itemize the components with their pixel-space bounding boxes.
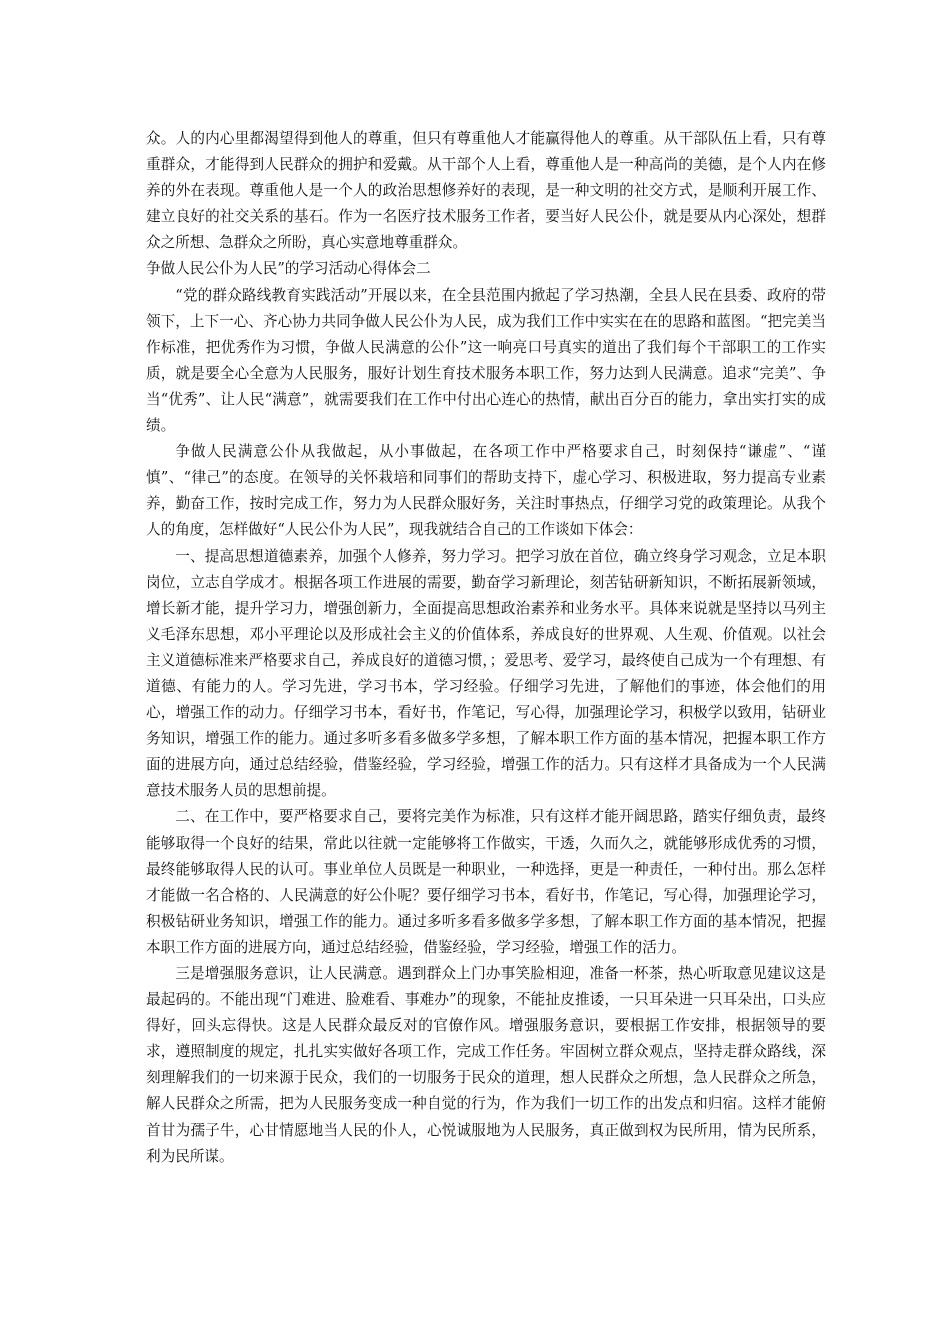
paragraph-point-one: 一、提高思想道德素养，加强个人修养，努力学习。把学习放在首位，确立终身学习观念，立足本职岗位，立志自学成才。根据各项工作进展的需要，勤奋学习新理论，刻苦钻研新知识，不断拓展新领域，增长新才能，提升学习力，增强创新力，全面提高思想政治素养和业务水平。具体来说就是坚持以马列主义毛泽东思想，邓小平理论以及形成社会主义的价值体系，养成良好的世界观、人生观、价值观。以社会主义道德标准来严格要求自己，养成良好的道德习惯，；爱思考、爱学习，最终使自己成为一个有理想、有道德、有能力的人。学习先进，学习书本，学习经验。仔细学习先进，了解他们的事迹，体会他们的用心，增强工作的动力。仔细学习书本，看好书，作笔记，写心得，加强理论学习，积极学以致用，钻研业务知识，增强工作的能力。通过多听多看多做多学多想，了解本职工作方面的基本情况，把握本职工作方面的进展方向，通过总结经验，借鉴经验，学习经验，增强工作的活力。只有这样才具备成为一个人民满意技术服务人员的思想前提。 (146, 547, 826, 800)
section-heading: 争做人民公仆为人民”的学习活动心得体会二 (146, 260, 431, 278)
paragraph-point-two: 二、在工作中，要严格要求自己，要将完美作为标准，只有这样才能开阔思路，踏实仔细负责，最终能够取得一个良好的结果，常此以往就一定能够将工作做实，干透，久而久之，就能够形成优秀的习惯，最终能够取得人民的认可。事业单位人员既是一种职业，一种选择，更是一种责任，一种付出。那么怎样才能做一名合格的、人民满意的好公仆呢？要仔细学习书本，看好书，作笔记，写心得，加强理论学习，积极钻研业务知识，增强工作的能力。通过多听多看多做多学多想，了解本职工作方面的基本情况，把握本职工作方面的进展方向，通过总结经验，借鉴经验，学习经验，增强工作的活力。 (146, 808, 826, 956)
paragraph-point-three: 三是增强服务意识，让人民满意。遇到群众上门办事笑脸相迎，准备一杯茶，热心听取意见建议这是最起码的。不能出现“门难进、脸难看、事难办”的现象，不能扯皮推诿，一只耳朵进一只耳朵出，口头应得好，回头忘得快。这是人民群众最反对的官僚作风。增强服务意识，要根据工作安排，根据领导的要求，遵照制度的规定，扎扎实实做好各项工作，完成工作任务。牢固树立群众观点，坚持走群众路线，深刻理解我们的一切来源于民众，我们的一切服务于民众的道理，想人民群众之所想，急人民群众之所急，解人民群众之所需，把为人民服务变成一种自觉的行为，作为我们一切工作的出发点和归宿。这样才能俯首甘为孺子牛，心甘情愿地当人民的仆人，心悦诚服地为人民服务，真正做到权为民所用，情为民所系，利为民所谋。 (146, 965, 826, 1165)
paragraph-continuation: 众。人的内心里都渴望得到他人的尊重，但只有尊重他人才能赢得他人的尊重。从干部队伍上看，只有尊重群众，才能得到人民群众的拥护和爱戴。从干部个人上看，尊重他人是一种高尚的美德，是个人内在修养的外在表现。尊重他人是一个人的政治思想修养好的表现，是一种文明的社交方式，是顺利开展工作、建立良好的社交关系的基石。作为一名医疗技术服务工作者，要当好人民公仆，就是要从内心深处，想群众之所想、急群众之所盼，真心实意地尊重群众。 (146, 130, 826, 252)
paragraph-start-with-me: 争做人民满意公仆从我做起，从小事做起，在各项工作中严格要求自己，时刻保持“谦虚”、“谨慎”、“律己”的态度。在领导的关怀栽培和同事们的帮助支持下，虚心学习、积极进取，努力提高专业素养，勤奋工作，按时完成工作，努力为人民群众服好务，关注时事热点，仔细学习党的政策理论。从我个人的角度，怎样做好“人民公仆为人民”，现我就结合自己的工作谈如下体会： (146, 443, 826, 539)
document-body (146, 126, 826, 1170)
paragraph-intro: “党的群众路线教育实践活动”开展以来，在全县范围内掀起了学习热潮，全县人民在县委、政府的带领下，上下一心、齐心协力共同争做人民公仆为人民，成为我们工作中实实在在的思路和蓝图。“把完美当作标准，把优秀作为习惯，争做人民满意的公仆”这一响亮口号真实的道出了我们每个干部职工的工作实质，就是要全心全意为人民服务，服好计划生育技术服务本职工作，努力达到人民满意。追求“完美”、争当“优秀”、让人民“满意”，就需要我们在工作中付出心连心的热情，献出百分百的能力，拿出实打实的成绩。 (146, 286, 826, 435)
